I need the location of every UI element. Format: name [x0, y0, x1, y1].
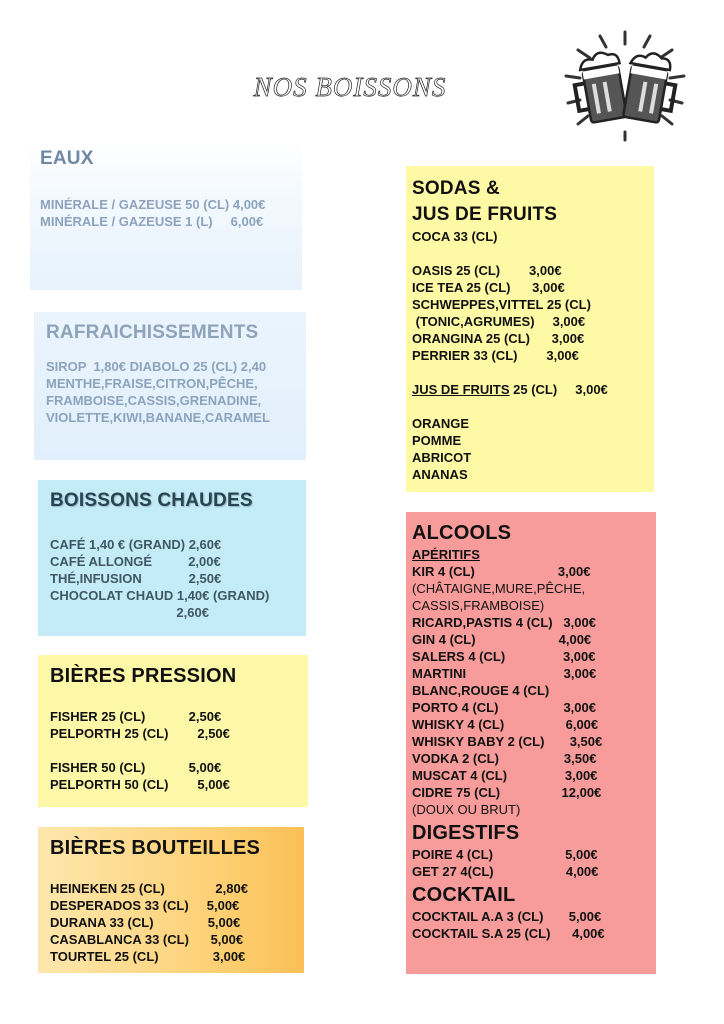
- jus-de-fruits-heading: JUS DE FRUITS: [412, 204, 558, 225]
- bieres-pression-section: [38, 655, 308, 807]
- boissons-chaudes-item: THÉ,INFUSION 2,50€: [50, 571, 222, 586]
- bieres-bouteilles-item: HEINEKEN 25 (CL) 2,80€: [50, 881, 248, 896]
- cidre-detail: (DOUX OU BRUT): [412, 802, 521, 817]
- boissons-chaudes-item: CHOCOLAT CHAUD 1,40€ (GRAND): [50, 588, 270, 603]
- kir-detail: CASSIS,FRAMBOISE): [412, 598, 545, 613]
- sodas-item: PERRIER 33 (CL) 3,00€: [412, 348, 579, 363]
- aperitifs-label: APÉRITIFS: [412, 547, 480, 562]
- bieres-bouteilles-heading: BIÈRES BOUTEILLES: [50, 837, 261, 859]
- jus-de-fruits-label: JUS DE FRUITS: [412, 382, 510, 397]
- eaux-item: MINÉRALE / GAZEUSE 50 (CL) 4,00€: [40, 197, 266, 212]
- rafraichissements-section: [34, 312, 306, 460]
- digestif-item: POIRE 4 (CL) 5,00€: [412, 847, 598, 862]
- boissons-chaudes-item: CAFÉ ALLONGÉ 2,00€: [50, 554, 221, 569]
- sodas-item: SCHWEPPES,VITTEL 25 (CL): [412, 297, 591, 312]
- boissons-chaudes-section: [38, 480, 306, 636]
- rafraichissements-item: FRAMBOISE,CASSIS,GRENADINE,: [46, 393, 262, 408]
- fruit-item: ABRICOT: [412, 450, 472, 465]
- cocktail-heading: COCKTAIL: [412, 884, 516, 906]
- eaux-item: MINÉRALE / GAZEUSE 1 (L) 6,00€: [40, 214, 264, 229]
- fruit-item: ORANGE: [412, 416, 470, 431]
- rafraichissements-item: SIROP 1,80€ DIABOLO 25 (CL) 2,40: [46, 359, 267, 374]
- digestifs-heading: DIGESTIFS: [412, 822, 520, 844]
- kir-detail: (CHÂTAIGNE,MURE,PÊCHE,: [412, 581, 586, 596]
- alcool-item: GIN 4 (CL) 4,00€: [412, 632, 592, 647]
- bieres-pression-item: PELPORTH 50 (CL) 5,00€: [50, 777, 230, 792]
- sodas-heading: SODAS &: [412, 178, 500, 199]
- bieres-pression-item: PELPORTH 25 (CL) 2,50€: [50, 726, 230, 741]
- bieres-pression-item: FISHER 25 (CL) 2,50€: [50, 709, 222, 724]
- fruit-item: ANANAS: [412, 467, 468, 482]
- sodas-item: OASIS 25 (CL) 3,00€: [412, 263, 562, 278]
- alcool-item: RICARD,PASTIS 4 (CL) 3,00€: [412, 615, 596, 630]
- alcool-item: BLANC,ROUGE 4 (CL): [412, 683, 550, 698]
- eaux-section: [30, 140, 302, 290]
- jus-de-fruits-price: 25 (CL) 3,00€: [509, 382, 608, 397]
- cocktail-item: COCKTAIL A.A 3 (CL) 5,00€: [412, 909, 602, 924]
- rafraichissements-item: VIOLETTE,KIWI,BANANE,CARAMEL: [46, 410, 270, 425]
- cocktail-item: COCKTAIL S.A 25 (CL) 4,00€: [412, 926, 605, 941]
- sodas-item: COCA 33 (CL): [412, 229, 498, 244]
- sodas-item: ORANGINA 25 (CL) 3,00€: [412, 331, 585, 346]
- page-title: NOS BOISSONS: [253, 72, 447, 102]
- beer-mugs-cheers-icon: [560, 28, 690, 143]
- alcool-item: MARTINI 3,00€: [412, 666, 597, 681]
- alcool-item: WHISKY 4 (CL) 6,00€: [412, 717, 599, 732]
- rafraichissements-heading: RAFRAICHISSEMENTS: [46, 322, 259, 343]
- bieres-bouteilles-item: CASABLANCA 33 (CL) 5,00€: [50, 932, 244, 947]
- alcool-item: CIDRE 75 (CL) 12,00€: [412, 785, 602, 800]
- alcool-item: MUSCAT 4 (CL) 3,00€: [412, 768, 598, 783]
- sodas-section: [406, 166, 654, 492]
- boissons-chaudes-item: 2,60€: [50, 605, 209, 620]
- alcool-item: SALERS 4 (CL) 3,00€: [412, 649, 596, 664]
- jus-de-fruits-item: [412, 381, 648, 398]
- alcool-item: WHISKY BABY 2 (CL) 3,50€: [412, 734, 603, 749]
- rafraichissements-item: MENTHE,FRAISE,CITRON,PÊCHE,: [46, 376, 258, 391]
- bieres-pression-item: FISHER 50 (CL) 5,00€: [50, 760, 222, 775]
- digestif-item: GET 27 4(CL) 4,00€: [412, 864, 599, 879]
- sodas-item: (TONIC,AGRUMES) 3,00€: [412, 314, 586, 329]
- sodas-item: ICE TEA 25 (CL) 3,00€: [412, 280, 565, 295]
- boissons-chaudes-heading: BOISSONS CHAUDES: [50, 490, 253, 511]
- alcool-item: KIR 4 (CL) 3,00€: [412, 564, 591, 579]
- alcools-section: [406, 512, 656, 974]
- bieres-bouteilles-item: DESPERADOS 33 (CL) 5,00€: [50, 898, 240, 913]
- fruit-item: POMME: [412, 433, 462, 448]
- bieres-bouteilles-item: DURANA 33 (CL) 5,00€: [50, 915, 241, 930]
- bieres-pression-heading: BIÈRES PRESSION: [50, 665, 237, 687]
- eaux-heading: EAUX: [40, 148, 94, 169]
- alcool-item: PORTO 4 (CL) 3,00€: [412, 700, 596, 715]
- alcool-item: VODKA 2 (CL) 3,50€: [412, 751, 597, 766]
- bieres-bouteilles-section: [38, 827, 304, 973]
- boissons-chaudes-item: CAFÉ 1,40 € (GRAND) 2,60€: [50, 537, 222, 552]
- alcools-heading: ALCOOLS: [412, 522, 512, 544]
- bieres-bouteilles-item: TOURTEL 25 (CL) 3,00€: [50, 949, 246, 964]
